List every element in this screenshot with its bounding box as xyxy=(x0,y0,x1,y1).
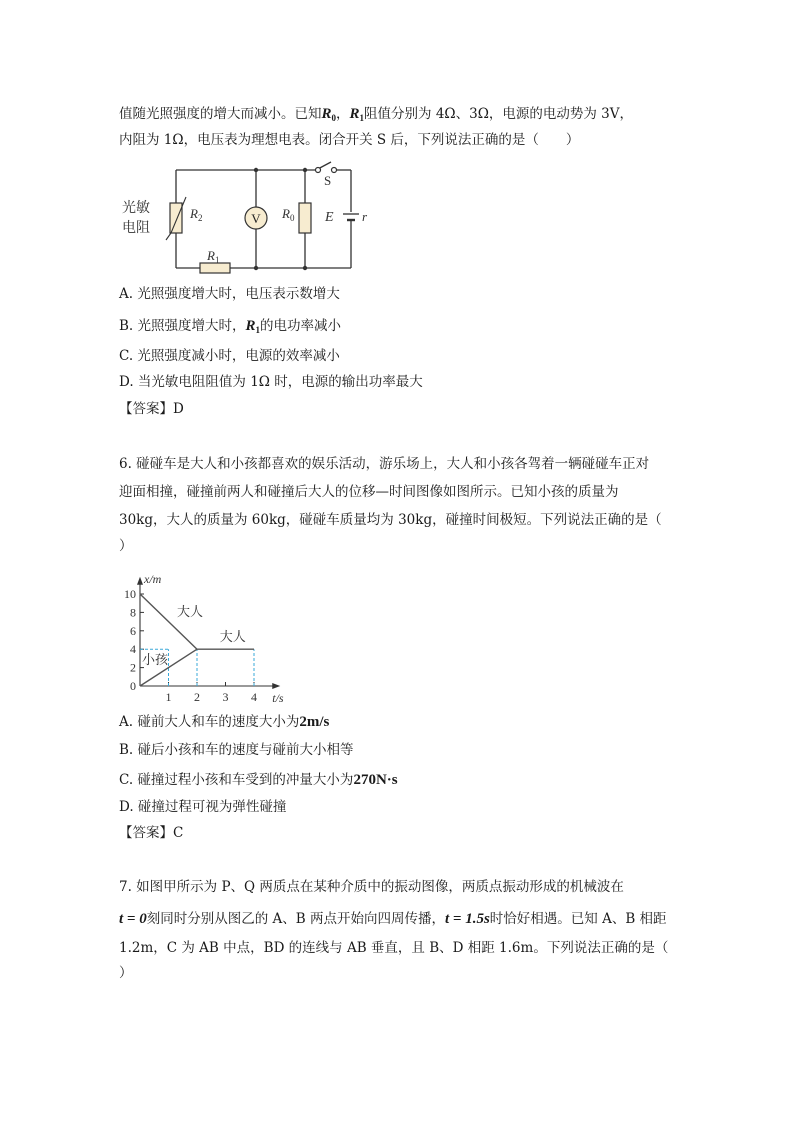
sensor-label-2: 电阻 xyxy=(122,221,150,236)
y-axis-label: x/m xyxy=(144,571,162,586)
emf-label: E xyxy=(325,210,334,225)
x-tick-label: 2 xyxy=(194,690,200,704)
impulse-value: 270N·s xyxy=(353,772,398,788)
x-tick-label: 3 xyxy=(222,690,229,704)
r1-symbol: $R_1$ xyxy=(245,318,261,335)
switch-contact-left xyxy=(316,168,321,173)
x-axis-label: t/s xyxy=(272,691,284,705)
r2-resistor xyxy=(170,203,182,233)
y-tick-label: 2 xyxy=(130,660,136,675)
t15-expr: t = 1.5s xyxy=(444,911,490,927)
r0-label: $R_0$ xyxy=(282,206,295,223)
junction-dot xyxy=(254,266,258,270)
q5-option-c: C. 光照强度减小时，电源的效率减小 xyxy=(119,348,340,364)
y-axis-arrow xyxy=(137,577,143,585)
q5-option-b: B. 光照强度增大时，$R_1$的电功率减小 xyxy=(119,318,342,335)
label-child: 小孩 xyxy=(142,651,169,667)
q6-stem-line3: 30kg，大人的质量为 60kg，碰碰车质量均为 30kg，碰撞时间极短。下列说法正确的是（ xyxy=(119,512,662,528)
junction-dot xyxy=(303,168,307,172)
q6-option-b: B. 碰后小孩和车的速度与碰前大小相等 xyxy=(119,742,354,758)
q6-stem-line2: 迎面相撞，碰撞前两人和碰撞后大人的位移—时间图像如图所示。已知小孩的质量为 xyxy=(119,484,619,500)
x-axis-arrow xyxy=(272,683,280,689)
t0-expr: t = 0 xyxy=(119,911,147,927)
y-tick-label: 6 xyxy=(130,623,136,638)
q5-stem-line2: 内阻为 1Ω，电压表为理想电表。闭合开关 S 后，下列说法正确的是（ ） xyxy=(119,132,580,148)
q6-option-a: A. 碰前大人和车的速度大小为2m/s xyxy=(119,714,330,730)
circuit-diagram xyxy=(118,160,368,275)
q6-option-d: D. 碰撞过程可视为弹性碰撞 xyxy=(119,799,287,815)
y-tick-label: 10 xyxy=(124,587,136,601)
x-tick-label: 4 xyxy=(251,690,257,704)
y-tick-label: 8 xyxy=(130,605,136,620)
y-tick-label: 4 xyxy=(130,642,136,657)
speed-value: 2m/s xyxy=(299,714,330,730)
junction-dot xyxy=(254,168,258,172)
q5-option-d: D. 当光敏电阻阻值为 1Ω 时，电源的输出功率最大 xyxy=(119,374,423,390)
r0-resistor xyxy=(299,203,311,233)
q5-stem-text-a: 值随光照强度的增大而减小。已知 xyxy=(119,106,322,122)
x-tick-label: 1 xyxy=(165,690,172,704)
r2-label: $R_2$ xyxy=(190,206,203,223)
q6-stem-line4: ） xyxy=(119,538,133,554)
q7-stem-line1: 7. 如图甲所示为 P、Q 两质点在某种介质中的振动图像，两质点振动形成的机械波在 xyxy=(119,879,624,895)
r1-symbol: $R_1$ xyxy=(349,106,365,123)
switch-contact-right xyxy=(332,168,337,173)
q6-stem-line1: 6. 碰碰车是大人和小孩都喜欢的娱乐活动，游乐场上，大人和小孩各驾着一辆碰碰车正对 xyxy=(119,456,650,472)
q5-answer: 【答案】D xyxy=(119,401,184,417)
q5-option-a: A. 光照强度增大时，电压表示数增大 xyxy=(119,286,340,302)
y-tick-label: 0 xyxy=(130,679,136,693)
q7-stem-line3: 1.2m，C 为 AB 中点，BD 的连线与 AB 垂直，且 B、D 相距 1.6m。下列说法正确的是（ xyxy=(119,940,669,956)
series-line-1 xyxy=(140,594,197,649)
q6-option-c: C. 碰撞过程小孩和车受到的冲量大小为270N·s xyxy=(119,772,398,788)
q5-stem-line1: 值随光照强度的增大而减小。已知$R_0$，$R_1$阻值分别为 4Ω、3Ω，电源的电动势为 3V， xyxy=(119,106,634,123)
switch-label: S xyxy=(324,173,332,188)
junction-dot xyxy=(303,266,307,270)
q6-answer: 【答案】C xyxy=(119,825,184,841)
internal-r-label: r xyxy=(362,209,368,224)
q7-stem-line2: t = 0刻同时分别从图乙的 A、B 两点开始向四周传播，t = 1.5s时恰好相遇。已知 A、B 相距 xyxy=(119,911,667,927)
xt-chart xyxy=(118,560,298,706)
r0-symbol: $R_0$ xyxy=(321,106,337,123)
voltmeter-label: V xyxy=(251,211,261,226)
r1-label: $R_1$ xyxy=(207,248,220,265)
label-adult-after: 大人 xyxy=(219,628,246,644)
q5-stem-text-b: 阻值分别为 4Ω、3Ω，电源的电动势为 3V， xyxy=(364,106,634,122)
sensor-label-1: 光敏 xyxy=(122,201,150,216)
label-adult-before: 大人 xyxy=(177,604,204,620)
q7-stem-line4: ） xyxy=(119,965,133,981)
